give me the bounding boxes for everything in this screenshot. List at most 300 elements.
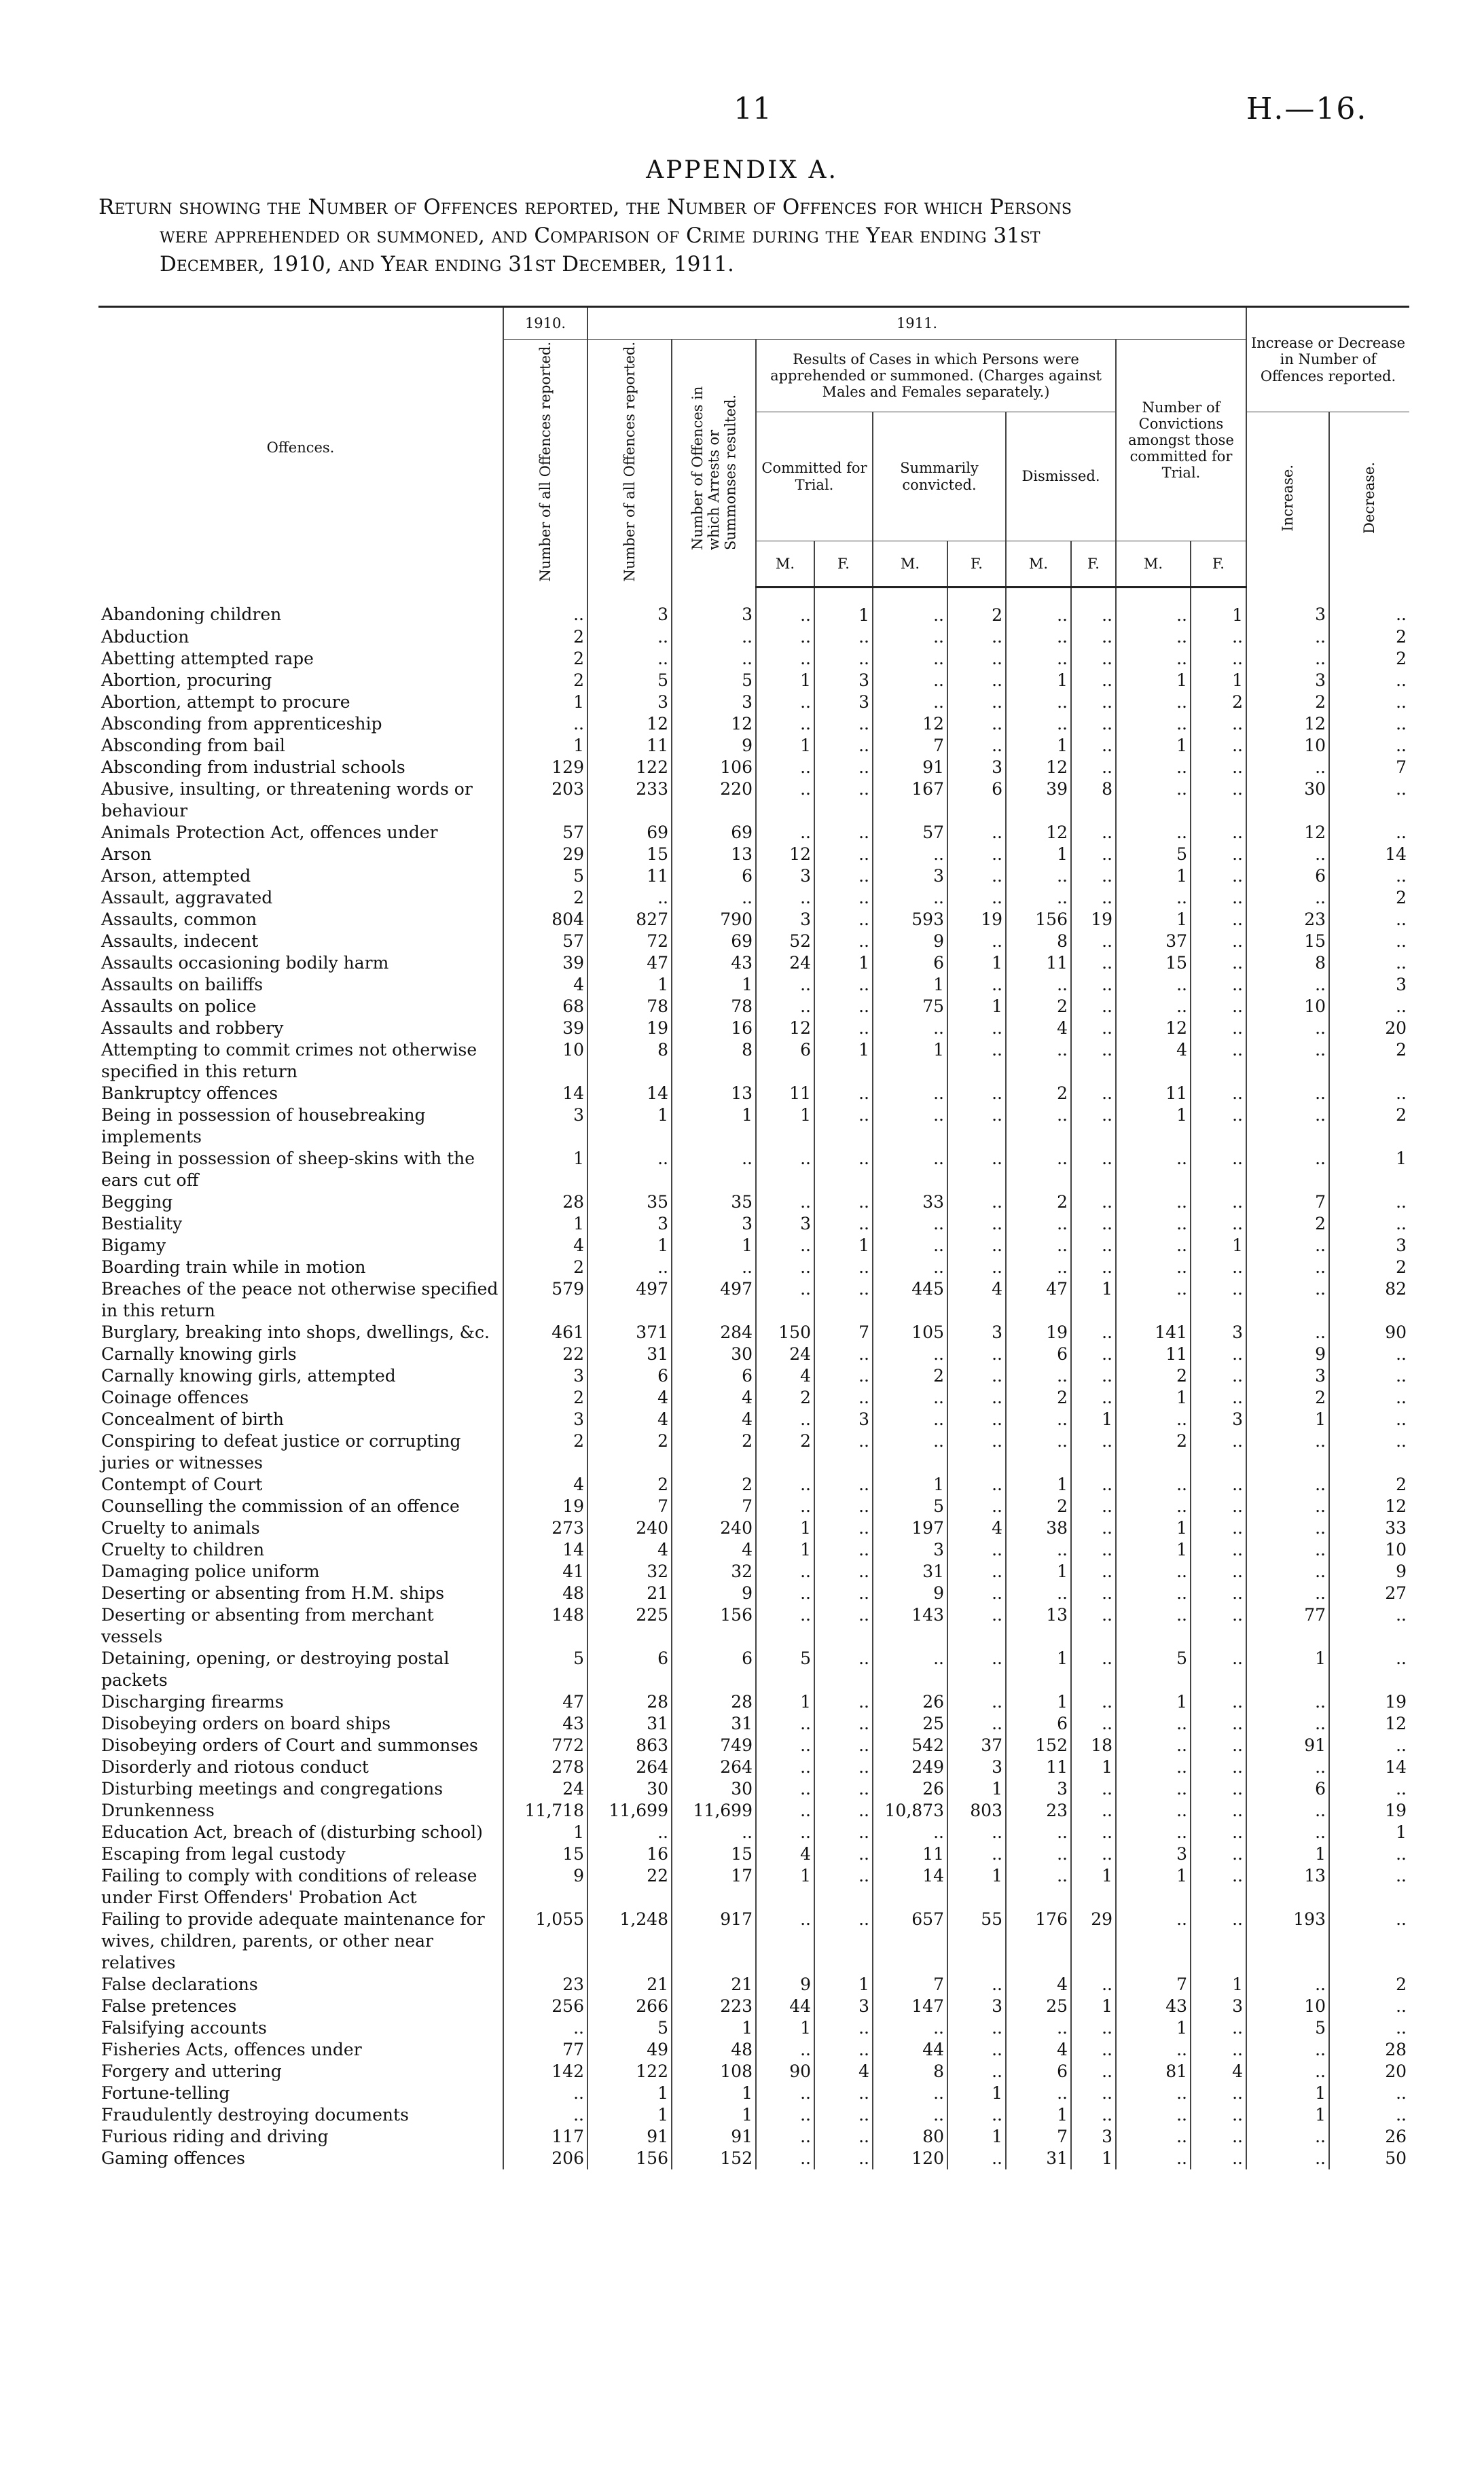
- cell-reported-1911: 6: [587, 1648, 672, 1691]
- cell-dismissed-m: 176: [1006, 1909, 1071, 1974]
- col-committed-m: M.: [756, 541, 814, 588]
- cell-summarily-m: 80: [873, 2126, 947, 2148]
- cell-decrease: 2: [1329, 887, 1409, 909]
- cell-summarily-f: 3: [947, 757, 1006, 778]
- cell-reported-1911: 3: [587, 1213, 672, 1235]
- cell-summarily-m: ..: [873, 1343, 947, 1365]
- cell-committed-m: ..: [756, 1235, 814, 1257]
- cell-committed-m: ..: [756, 1909, 814, 1974]
- cell-summarily-m: ..: [873, 1148, 947, 1191]
- cell-convictions-m: 3: [1116, 1843, 1191, 1865]
- cell-decrease: 14: [1329, 844, 1409, 865]
- heading-line-2: were apprehended or summoned, and Comparison of Crime during the Year ending 31st: [160, 223, 1040, 248]
- cell-dismissed-f: ..: [1071, 1430, 1116, 1474]
- cell-convictions-f: ..: [1191, 1039, 1246, 1083]
- cell-convictions-f: ..: [1191, 1083, 1246, 1104]
- cell-reported-1910: 203: [503, 778, 587, 822]
- cell-offence: Disobeying orders of Court and summonses: [101, 1735, 478, 1756]
- cell-committed-f: ..: [814, 1257, 873, 1278]
- cell-arrests: 264: [672, 1756, 756, 1778]
- cell-offence: Conspiring to defeat justice or corrupting juries or witnesses: [101, 1431, 461, 1473]
- cell-reported-1911: 1: [587, 1104, 672, 1148]
- col-arrests: Number of Offences in which Arrests or Summonses resulted.: [672, 340, 756, 588]
- cell-committed-m: 44: [756, 1996, 814, 2017]
- cell-offence: Abortion, procuring: [101, 670, 272, 691]
- cell-reported-1910: 2: [503, 648, 587, 670]
- cell-convictions-f: ..: [1191, 1148, 1246, 1191]
- table-row: [98, 931, 1409, 952]
- cell-convictions-f: ..: [1191, 1104, 1246, 1148]
- cell-offence: Bankruptcy offences: [101, 1083, 278, 1104]
- cell-committed-f: ..: [814, 1104, 873, 1148]
- cell-dismissed-f: ..: [1071, 1387, 1116, 1409]
- table-row: [98, 588, 1409, 627]
- cell-convictions-m: ..: [1116, 822, 1191, 844]
- table-row: [98, 648, 1409, 670]
- cell-decrease: ..: [1329, 952, 1409, 974]
- cell-dismissed-m: 3: [1006, 1778, 1071, 1800]
- cell-offence: Detaining, opening, or destroying postal packets: [101, 1648, 450, 1691]
- table-row: [98, 2039, 1409, 2061]
- cell-dismissed-m: ..: [1006, 1104, 1071, 1148]
- cell-committed-m: 5: [756, 1648, 814, 1691]
- cell-reported-1910: 14: [503, 1083, 587, 1104]
- cell-dismissed-m: ..: [1006, 1148, 1071, 1191]
- cell-arrests: 106: [672, 757, 756, 778]
- cell-convictions-m: 11: [1116, 1083, 1191, 1104]
- cell-arrests: 21: [672, 1974, 756, 1996]
- cell-dismissed-m: ..: [1006, 691, 1071, 713]
- cell-summarily-f: 3: [947, 1322, 1006, 1343]
- cell-convictions-f: 3: [1191, 1322, 1246, 1343]
- cell-committed-m: ..: [756, 1191, 814, 1213]
- cell-summarily-f: ..: [947, 2104, 1006, 2126]
- cell-summarily-m: 7: [873, 1974, 947, 1996]
- cell-decrease: 7: [1329, 757, 1409, 778]
- cell-convictions-f: ..: [1191, 2017, 1246, 2039]
- cell-reported-1910: 256: [503, 1996, 587, 2017]
- cell-offence: Forgery and uttering: [101, 2061, 282, 2082]
- cell-summarily-f: 803: [947, 1800, 1006, 1822]
- cell-convictions-f: ..: [1191, 1517, 1246, 1539]
- cell-dismissed-f: ..: [1071, 1213, 1116, 1235]
- cell-convictions-f: 3: [1191, 1409, 1246, 1430]
- cell-offence: Arson: [101, 844, 151, 865]
- table-row: [98, 778, 1409, 822]
- cell-dismissed-m: 12: [1006, 822, 1071, 844]
- cell-reported-1910: 9: [503, 1865, 587, 1909]
- cell-committed-m: ..: [756, 713, 814, 735]
- cell-increase: 12: [1246, 713, 1329, 735]
- cell-dismissed-f: ..: [1071, 952, 1116, 974]
- cell-convictions-f: ..: [1191, 1496, 1246, 1517]
- cell-committed-m: ..: [756, 626, 814, 648]
- cell-reported-1910: ..: [503, 2082, 587, 2104]
- cell-reported-1911: 22: [587, 1865, 672, 1909]
- table-row: [98, 1343, 1409, 1365]
- table-row: [98, 1235, 1409, 1257]
- cell-decrease: ..: [1329, 2017, 1409, 2039]
- cell-decrease: 20: [1329, 2061, 1409, 2082]
- cell-convictions-m: ..: [1116, 974, 1191, 996]
- cell-reported-1910: 57: [503, 931, 587, 952]
- cell-dismissed-m: 39: [1006, 778, 1071, 822]
- cell-reported-1911: 1: [587, 974, 672, 996]
- cell-reported-1910: 5: [503, 1648, 587, 1691]
- cell-reported-1910: 1,055: [503, 1909, 587, 1974]
- cell-increase: ..: [1246, 1104, 1329, 1148]
- cell-dismissed-f: 1: [1071, 1865, 1116, 1909]
- cell-summarily-m: 91: [873, 757, 947, 778]
- cell-decrease: 3: [1329, 974, 1409, 996]
- cell-summarily-f: ..: [947, 1843, 1006, 1865]
- col-reported-1910: Number of all Offences reported.: [503, 340, 587, 588]
- cell-committed-f: ..: [814, 1583, 873, 1604]
- cell-committed-f: ..: [814, 1604, 873, 1648]
- cell-summarily-m: 9: [873, 1583, 947, 1604]
- cell-reported-1911: 4: [587, 1539, 672, 1561]
- cell-reported-1910: 142: [503, 2061, 587, 2082]
- table-row: [98, 1996, 1409, 2017]
- cell-arrests: 12: [672, 713, 756, 735]
- cell-dismissed-m: ..: [1006, 1843, 1071, 1865]
- cell-offence: Attempting to commit crimes not otherwise specified in this return: [101, 1040, 477, 1082]
- cell-convictions-m: ..: [1116, 778, 1191, 822]
- cell-committed-f: ..: [814, 626, 873, 648]
- cell-decrease: ..: [1329, 713, 1409, 735]
- cell-summarily-m: ..: [873, 844, 947, 865]
- cell-reported-1911: 5: [587, 2017, 672, 2039]
- cell-committed-m: ..: [756, 691, 814, 713]
- cell-increase: ..: [1246, 1235, 1329, 1257]
- cell-convictions-m: 2: [1116, 1430, 1191, 1474]
- cell-committed-f: ..: [814, 909, 873, 931]
- cell-committed-m: ..: [756, 887, 814, 909]
- cell-increase: ..: [1246, 2039, 1329, 2061]
- cell-committed-f: ..: [814, 1648, 873, 1691]
- cell-decrease: 19: [1329, 1691, 1409, 1713]
- table-row: [98, 713, 1409, 735]
- cell-convictions-f: ..: [1191, 1909, 1246, 1974]
- cell-reported-1911: 266: [587, 1996, 672, 2017]
- cell-arrests: 749: [672, 1735, 756, 1756]
- cell-arrests: 30: [672, 1778, 756, 1800]
- cell-increase: ..: [1246, 887, 1329, 909]
- cell-arrests: 28: [672, 1691, 756, 1713]
- cell-summarily-m: ..: [873, 1648, 947, 1691]
- cell-convictions-m: ..: [1116, 996, 1191, 1017]
- cell-increase: ..: [1246, 1039, 1329, 1083]
- cell-committed-f: 1: [814, 1235, 873, 1257]
- cell-arrests: 156: [672, 1604, 756, 1648]
- cell-convictions-m: 1: [1116, 670, 1191, 691]
- cell-committed-m: ..: [756, 1583, 814, 1604]
- table-row: [98, 1909, 1409, 1974]
- cell-summarily-m: 147: [873, 1996, 947, 2017]
- col-committed-f: F.: [814, 541, 873, 588]
- cell-dismissed-f: 18: [1071, 1735, 1116, 1756]
- cell-reported-1910: 1: [503, 1148, 587, 1191]
- cell-dismissed-m: ..: [1006, 2082, 1071, 2104]
- cell-increase: ..: [1246, 1713, 1329, 1735]
- cell-dismissed-f: ..: [1071, 865, 1116, 887]
- cell-arrests: 15: [672, 1843, 756, 1865]
- table-row: [98, 1539, 1409, 1561]
- cell-summarily-f: ..: [947, 822, 1006, 844]
- cell-committed-f: 1: [814, 952, 873, 974]
- table-row: [98, 1561, 1409, 1583]
- cell-reported-1911: 122: [587, 757, 672, 778]
- cell-dismissed-f: ..: [1071, 1148, 1116, 1191]
- cell-arrests: 4: [672, 1409, 756, 1430]
- cell-convictions-f: ..: [1191, 2104, 1246, 2126]
- cell-convictions-f: ..: [1191, 1430, 1246, 1474]
- cell-dismissed-f: ..: [1071, 1365, 1116, 1387]
- cell-dismissed-f: 19: [1071, 909, 1116, 931]
- cell-convictions-f: ..: [1191, 1691, 1246, 1713]
- table-row: [98, 887, 1409, 909]
- cell-offence: Boarding train while in motion: [101, 1257, 366, 1278]
- cell-increase: 5: [1246, 2017, 1329, 2039]
- cell-offence: Counselling the commission of an offence: [101, 1496, 460, 1517]
- cell-decrease: ..: [1329, 1409, 1409, 1430]
- cell-reported-1911: 32: [587, 1561, 672, 1583]
- cell-dismissed-f: ..: [1071, 2017, 1116, 2039]
- cell-offence: Arson, attempted: [101, 866, 251, 886]
- return-heading: [98, 194, 1409, 279]
- cell-dismissed-m: 2: [1006, 1083, 1071, 1104]
- cell-dismissed-m: 13: [1006, 1604, 1071, 1648]
- cell-increase: ..: [1246, 1083, 1329, 1104]
- cell-decrease: ..: [1329, 1213, 1409, 1235]
- cell-convictions-f: ..: [1191, 1278, 1246, 1322]
- cell-increase: ..: [1246, 1148, 1329, 1191]
- cell-summarily-m: ..: [873, 2082, 947, 2104]
- cell-arrests: 4: [672, 1539, 756, 1561]
- cell-reported-1911: 240: [587, 1517, 672, 1539]
- col-summarily-m: M.: [873, 541, 947, 588]
- cell-arrests: 13: [672, 1083, 756, 1104]
- cell-decrease: ..: [1329, 1778, 1409, 1800]
- cell-reported-1911: 72: [587, 931, 672, 952]
- cell-convictions-f: ..: [1191, 1604, 1246, 1648]
- cell-dismissed-f: ..: [1071, 1843, 1116, 1865]
- cell-summarily-m: 57: [873, 822, 947, 844]
- cell-offence: Begging: [101, 1192, 173, 1212]
- cell-offence: Failing to comply with conditions of release under First Offenders' Probation Act: [101, 1866, 477, 1908]
- cell-summarily-m: 10,873: [873, 1800, 947, 1822]
- cell-convictions-f: ..: [1191, 1387, 1246, 1409]
- cell-convictions-f: ..: [1191, 887, 1246, 909]
- cell-committed-m: ..: [756, 1604, 814, 1648]
- cell-summarily-f: 4: [947, 1278, 1006, 1322]
- cell-committed-m: 11: [756, 1083, 814, 1104]
- cell-convictions-f: ..: [1191, 974, 1246, 996]
- cell-dismissed-f: ..: [1071, 974, 1116, 996]
- cell-convictions-m: 141: [1116, 1322, 1191, 1343]
- cell-dismissed-f: ..: [1071, 996, 1116, 1017]
- cell-reported-1911: 497: [587, 1278, 672, 1322]
- cell-arrests: 1: [672, 974, 756, 996]
- cell-committed-f: ..: [814, 778, 873, 822]
- cell-convictions-m: ..: [1116, 757, 1191, 778]
- cell-offence: Assaults, indecent: [101, 931, 259, 952]
- cell-arrests: 4: [672, 1387, 756, 1409]
- cell-summarily-f: ..: [947, 1409, 1006, 1430]
- cell-summarily-m: ..: [873, 1430, 947, 1474]
- cell-committed-f: ..: [814, 1343, 873, 1365]
- cell-arrests: 1: [672, 2017, 756, 2039]
- cell-summarily-f: ..: [947, 2148, 1006, 2169]
- cell-convictions-m: ..: [1116, 1713, 1191, 1735]
- cell-increase: 3: [1246, 588, 1329, 627]
- cell-committed-f: 4: [814, 2061, 873, 2082]
- cell-committed-m: ..: [756, 757, 814, 778]
- cell-decrease: 2: [1329, 1104, 1409, 1148]
- cell-arrests: 1: [672, 2104, 756, 2126]
- cell-increase: ..: [1246, 1822, 1329, 1843]
- cell-committed-f: ..: [814, 822, 873, 844]
- cell-dismissed-f: ..: [1071, 1517, 1116, 1539]
- table-row: [98, 626, 1409, 648]
- cell-reported-1910: 206: [503, 2148, 587, 2169]
- cell-reported-1910: 117: [503, 2126, 587, 2148]
- cell-summarily-m: 14: [873, 1865, 947, 1909]
- cell-arrests: 5: [672, 670, 756, 691]
- cell-increase: ..: [1246, 2061, 1329, 2082]
- cell-dismissed-f: 1: [1071, 2148, 1116, 2169]
- cell-convictions-m: 1: [1116, 1387, 1191, 1409]
- cell-dismissed-f: ..: [1071, 626, 1116, 648]
- cell-summarily-f: ..: [947, 1039, 1006, 1083]
- cell-summarily-m: 26: [873, 1691, 947, 1713]
- table-row: [98, 1583, 1409, 1604]
- cell-committed-m: 9: [756, 1974, 814, 1996]
- cell-reported-1910: 19: [503, 1496, 587, 1517]
- cell-convictions-m: ..: [1116, 2104, 1191, 2126]
- cell-decrease: 14: [1329, 1756, 1409, 1778]
- cell-summarily-m: 2: [873, 1365, 947, 1387]
- cell-offence: Bigamy: [101, 1236, 166, 1256]
- table-row: [98, 670, 1409, 691]
- cell-committed-m: ..: [756, 2148, 814, 2169]
- cell-decrease: ..: [1329, 1604, 1409, 1648]
- cell-committed-m: 1: [756, 1539, 814, 1561]
- cell-summarily-m: 105: [873, 1322, 947, 1343]
- cell-reported-1910: 1: [503, 1822, 587, 1843]
- cell-reported-1910: 2: [503, 1257, 587, 1278]
- cell-dismissed-f: ..: [1071, 1343, 1116, 1365]
- cell-summarily-f: 19: [947, 909, 1006, 931]
- cell-summarily-f: ..: [947, 1017, 1006, 1039]
- cell-summarily-f: ..: [947, 713, 1006, 735]
- cell-committed-m: 52: [756, 931, 814, 952]
- cell-committed-m: ..: [756, 2126, 814, 2148]
- cell-summarily-m: ..: [873, 626, 947, 648]
- cell-dismissed-m: ..: [1006, 1235, 1071, 1257]
- cell-committed-m: ..: [756, 1148, 814, 1191]
- cell-decrease: 33: [1329, 1517, 1409, 1539]
- cell-offence: Breaches of the peace not otherwise specified in this return: [101, 1279, 499, 1321]
- cell-committed-f: ..: [814, 1756, 873, 1778]
- cell-reported-1910: 41: [503, 1561, 587, 1583]
- cell-committed-f: ..: [814, 648, 873, 670]
- table-row: [98, 1517, 1409, 1539]
- cell-convictions-f: ..: [1191, 1474, 1246, 1496]
- cell-reported-1911: 91: [587, 2126, 672, 2148]
- cell-committed-f: ..: [814, 1387, 873, 1409]
- cell-dismissed-m: ..: [1006, 1409, 1071, 1430]
- cell-reported-1911: 233: [587, 778, 672, 822]
- cell-dismissed-f: ..: [1071, 1691, 1116, 1713]
- cell-increase: 1: [1246, 1648, 1329, 1691]
- cell-arrests: 220: [672, 778, 756, 822]
- cell-decrease: ..: [1329, 1865, 1409, 1909]
- cell-increase: ..: [1246, 1583, 1329, 1604]
- cell-reported-1910: 804: [503, 909, 587, 931]
- cell-convictions-m: 1: [1116, 865, 1191, 887]
- cell-committed-f: ..: [814, 757, 873, 778]
- cell-dismissed-f: ..: [1071, 1604, 1116, 1648]
- cell-reported-1910: 148: [503, 1604, 587, 1648]
- cell-dismissed-m: ..: [1006, 865, 1071, 887]
- cell-reported-1911: 371: [587, 1322, 672, 1343]
- cell-reported-1911: 3: [587, 691, 672, 713]
- cell-arrests: 2: [672, 1474, 756, 1496]
- cell-summarily-m: ..: [873, 1017, 947, 1039]
- cell-decrease: 19: [1329, 1800, 1409, 1822]
- cell-dismissed-f: ..: [1071, 713, 1116, 735]
- cell-convictions-f: ..: [1191, 1843, 1246, 1865]
- cell-increase: 12: [1246, 822, 1329, 844]
- cell-dismissed-m: ..: [1006, 887, 1071, 909]
- cell-reported-1910: 39: [503, 952, 587, 974]
- cell-dismissed-m: 38: [1006, 1517, 1071, 1539]
- cell-dismissed-f: ..: [1071, 887, 1116, 909]
- cell-decrease: ..: [1329, 1083, 1409, 1104]
- cell-committed-m: ..: [756, 1561, 814, 1583]
- cell-summarily-f: ..: [947, 626, 1006, 648]
- cell-arrests: 2: [672, 1430, 756, 1474]
- cell-increase: ..: [1246, 757, 1329, 778]
- cell-dismissed-m: 25: [1006, 1996, 1071, 2017]
- cell-offence: Failing to provide adequate maintenance for wives, children, parents, or other near relatives: [101, 1909, 485, 1973]
- col-convictions-f: F.: [1191, 541, 1246, 588]
- cell-dismissed-f: ..: [1071, 1083, 1116, 1104]
- cell-dismissed-m: 31: [1006, 2148, 1071, 2169]
- cell-convictions-f: ..: [1191, 952, 1246, 974]
- cell-convictions-m: 5: [1116, 1648, 1191, 1691]
- cell-committed-m: 2: [756, 1430, 814, 1474]
- cell-committed-m: 150: [756, 1322, 814, 1343]
- cell-convictions-f: ..: [1191, 1539, 1246, 1561]
- cell-committed-f: ..: [814, 1474, 873, 1496]
- cell-offence: Assaults, common: [101, 909, 257, 930]
- offences-table: [98, 306, 1409, 2169]
- cell-reported-1911: 7: [587, 1496, 672, 1517]
- cell-reported-1911: 6: [587, 1365, 672, 1387]
- cell-reported-1910: 24: [503, 1778, 587, 1800]
- cell-decrease: 12: [1329, 1496, 1409, 1517]
- cell-dismissed-m: 47: [1006, 1278, 1071, 1322]
- cell-increase: 1: [1246, 1409, 1329, 1430]
- cell-dismissed-f: ..: [1071, 1561, 1116, 1583]
- cell-arrests: 31: [672, 1713, 756, 1735]
- cell-summarily-m: ..: [873, 1822, 947, 1843]
- table-header: [98, 307, 1409, 588]
- cell-summarily-f: ..: [947, 1583, 1006, 1604]
- cell-reported-1911: ..: [587, 887, 672, 909]
